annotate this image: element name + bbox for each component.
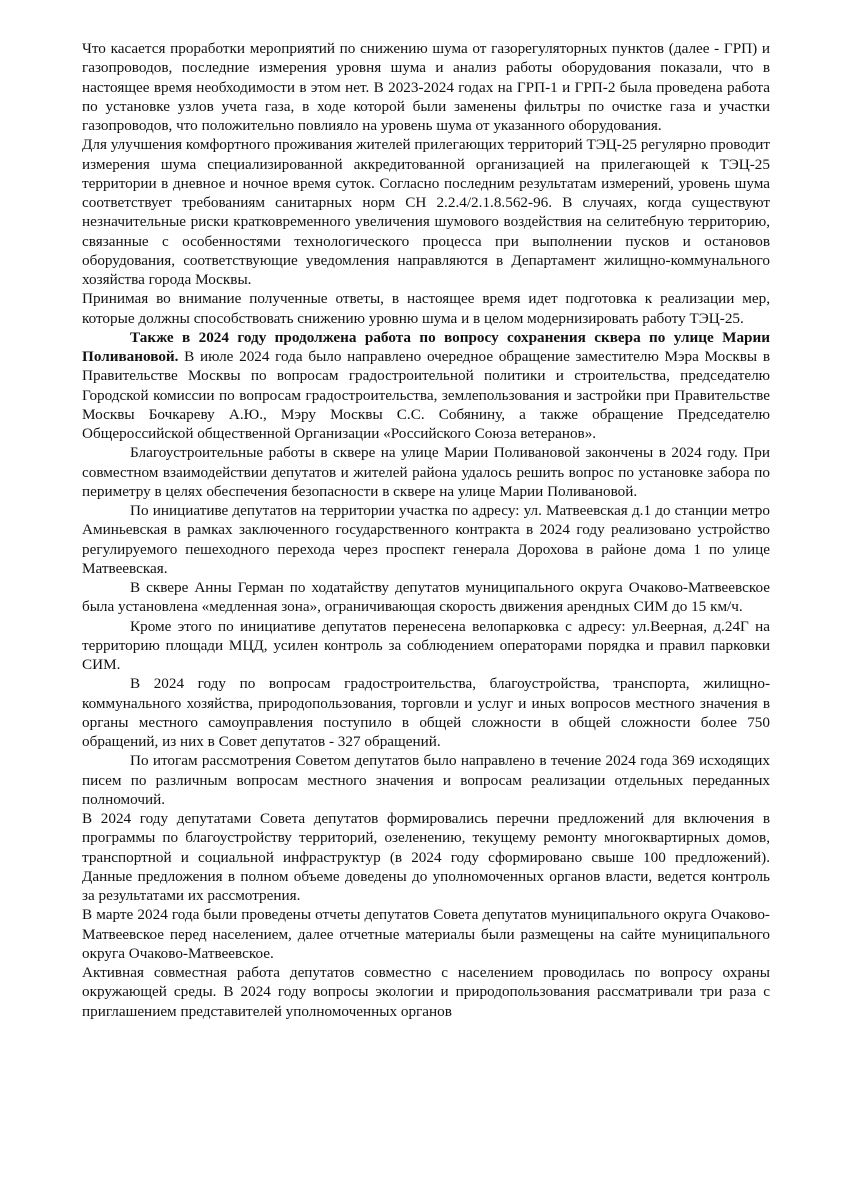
- paragraph-slow-zone: В сквере Анны Герман по ходатайству депутатов муниципального округа Очаково-Матвеевское была установлена «медленная зона», ограничивающая скорость движения арендных СИМ до 15 км/ч.: [82, 579, 770, 616]
- paragraph-proposals: В 2024 году депутатами Совета депутатов формировались перечни предложений для включения в программы по благоустройству территорий, озеленению, текущему ремонту многоквартирных домов, транспортной и социальной инфраструктур (в 2024 году сформировано свыше 100 предложений). Данные предложения в полном объеме доведены до уполномоченных органов власти, ведется контроль за результатами их рассмотрения.: [82, 810, 770, 904]
- paragraph-lead-bold: Также в 2024 году продолжена работа по вопросу сохранения сквера по улице Марии Поливановой.: [82, 328, 770, 365]
- paragraph-modernization-preparation: Принимая во внимание полученные ответы, в настоящее время идет подготовка к реализации мер, которые должны способствовать снижению уровню шума и в целом модернизировать работу ТЭЦ-25.: [82, 290, 770, 327]
- paragraph-outgoing-letters: По итогам рассмотрения Советом депутатов было направлено в течение 2024 года 369 исходящих писем по различным вопросам местного значения и вопросам реализации отдельных переданных полномочий.: [82, 752, 770, 808]
- paragraph-deputy-reports: В марте 2024 года были проведены отчеты депутатов Совета депутатов муниципального округа Очаково-Матвеевское перед населением, далее отчетные материалы были размещены на сайте муниципального округа Очаково-Матвеевское.: [82, 906, 770, 962]
- paragraph-grp-noise: Что касается проработки мероприятий по снижению шума от газорегуляторных пунктов (далее - ГРП) и газопроводов, последние измерения уровня шума и анализ работы оборудования показали, что в настоящее время необходимости в этом нет. В 2023-2024 годах на ГРП-1 и ГРП-2 была проведена работа по установке узлов учета газа, в ходе которой были заменены фильтры по очистке газа и участки газопроводов, что положительно повлияло на уровень шума от указанного оборудования.: [82, 40, 770, 134]
- document-page: [82, 39, 770, 1021]
- paragraph-square-preservation: [82, 328, 770, 444]
- paragraph-body: В июле 2024 года было направлено очередное обращение заместителю Мэра Москвы в Правительстве Москвы по вопросам градостроительной политики и строительства, председателю Городской комиссии по вопросам градостроительства, землепользования и застройки при Правительстве Москвы Бочкареву А.Ю., Мэру Москвы С.С. Собянину, а также обращение Председателю Общероссийской общественной Организации «Российского Союза ветеранов».: [82, 348, 770, 442]
- paragraph-appeals-count: В 2024 году по вопросам градостроительства, благоустройства, транспорта, жилищно-коммунального хозяйства, природопользования, торговли и услуг и иных вопросов местного значения в органы местного самоуправления поступило в общей сложности в общей сложности более 750 обращений, из них в Совет депутатов - 327 обращений.: [82, 675, 770, 750]
- paragraph-tec25-noise-measurements: Для улучшения комфортного проживания жителей прилегающих территорий ТЭЦ-25 регулярно проводит измерения шума специализированной аккредитованной организацией на прилегающей к ТЭЦ-25 территории в дневное и ночное время суток. Согласно последним результатам измерений, уровень шума соответствует требованиям санитарных норм СН 2.2.4/2.1.8.562-96. В случаях, когда существуют незначительные риски кратковременного увеличения шумового воздействия на селитебную территорию, связанные с особенностями технологического процесса при выполнении пусков и остановов оборудования, соответствующие уведомления направляются в Департамент жилищно-коммунального хозяйства города Москвы.: [82, 136, 771, 288]
- paragraph-bike-parking: Кроме этого по инициативе депутатов перенесена велопарковка с адресу: ул.Веерная, д.24Г на территорию площади МЦД, усилен контроль за соблюдением операторами порядка и правил парковки СИМ.: [82, 617, 770, 673]
- paragraph-pedestrian-crossing: По инициативе депутатов на территории участка по адресу: ул. Матвеевская д.1 до станции метро Аминьевская в рамках заключенного государственного контракта в 2024 году реализовано устройство регулируемого пешеходного перехода через проспект генерала Дорохова в районе дома 1 по улице Матвеевская.: [82, 502, 770, 577]
- paragraph-square-improvement: Благоустроительные работы в сквере на улице Марии Поливановой закончены в 2024 году. При совместном взаимодействии депутатов и жителей района удалось решить вопрос по установке забора по периметру в целях обеспечения безопасности в сквере на улице Марии Поливановой.: [82, 444, 770, 500]
- paragraph-environment: Активная совместная работа депутатов совместно с населением проводилась по вопросу охраны окружающей среды. В 2024 году вопросы экологии и природопользования рассматривали три раза с приглашением представителей уполномоченных органов: [82, 964, 770, 1020]
